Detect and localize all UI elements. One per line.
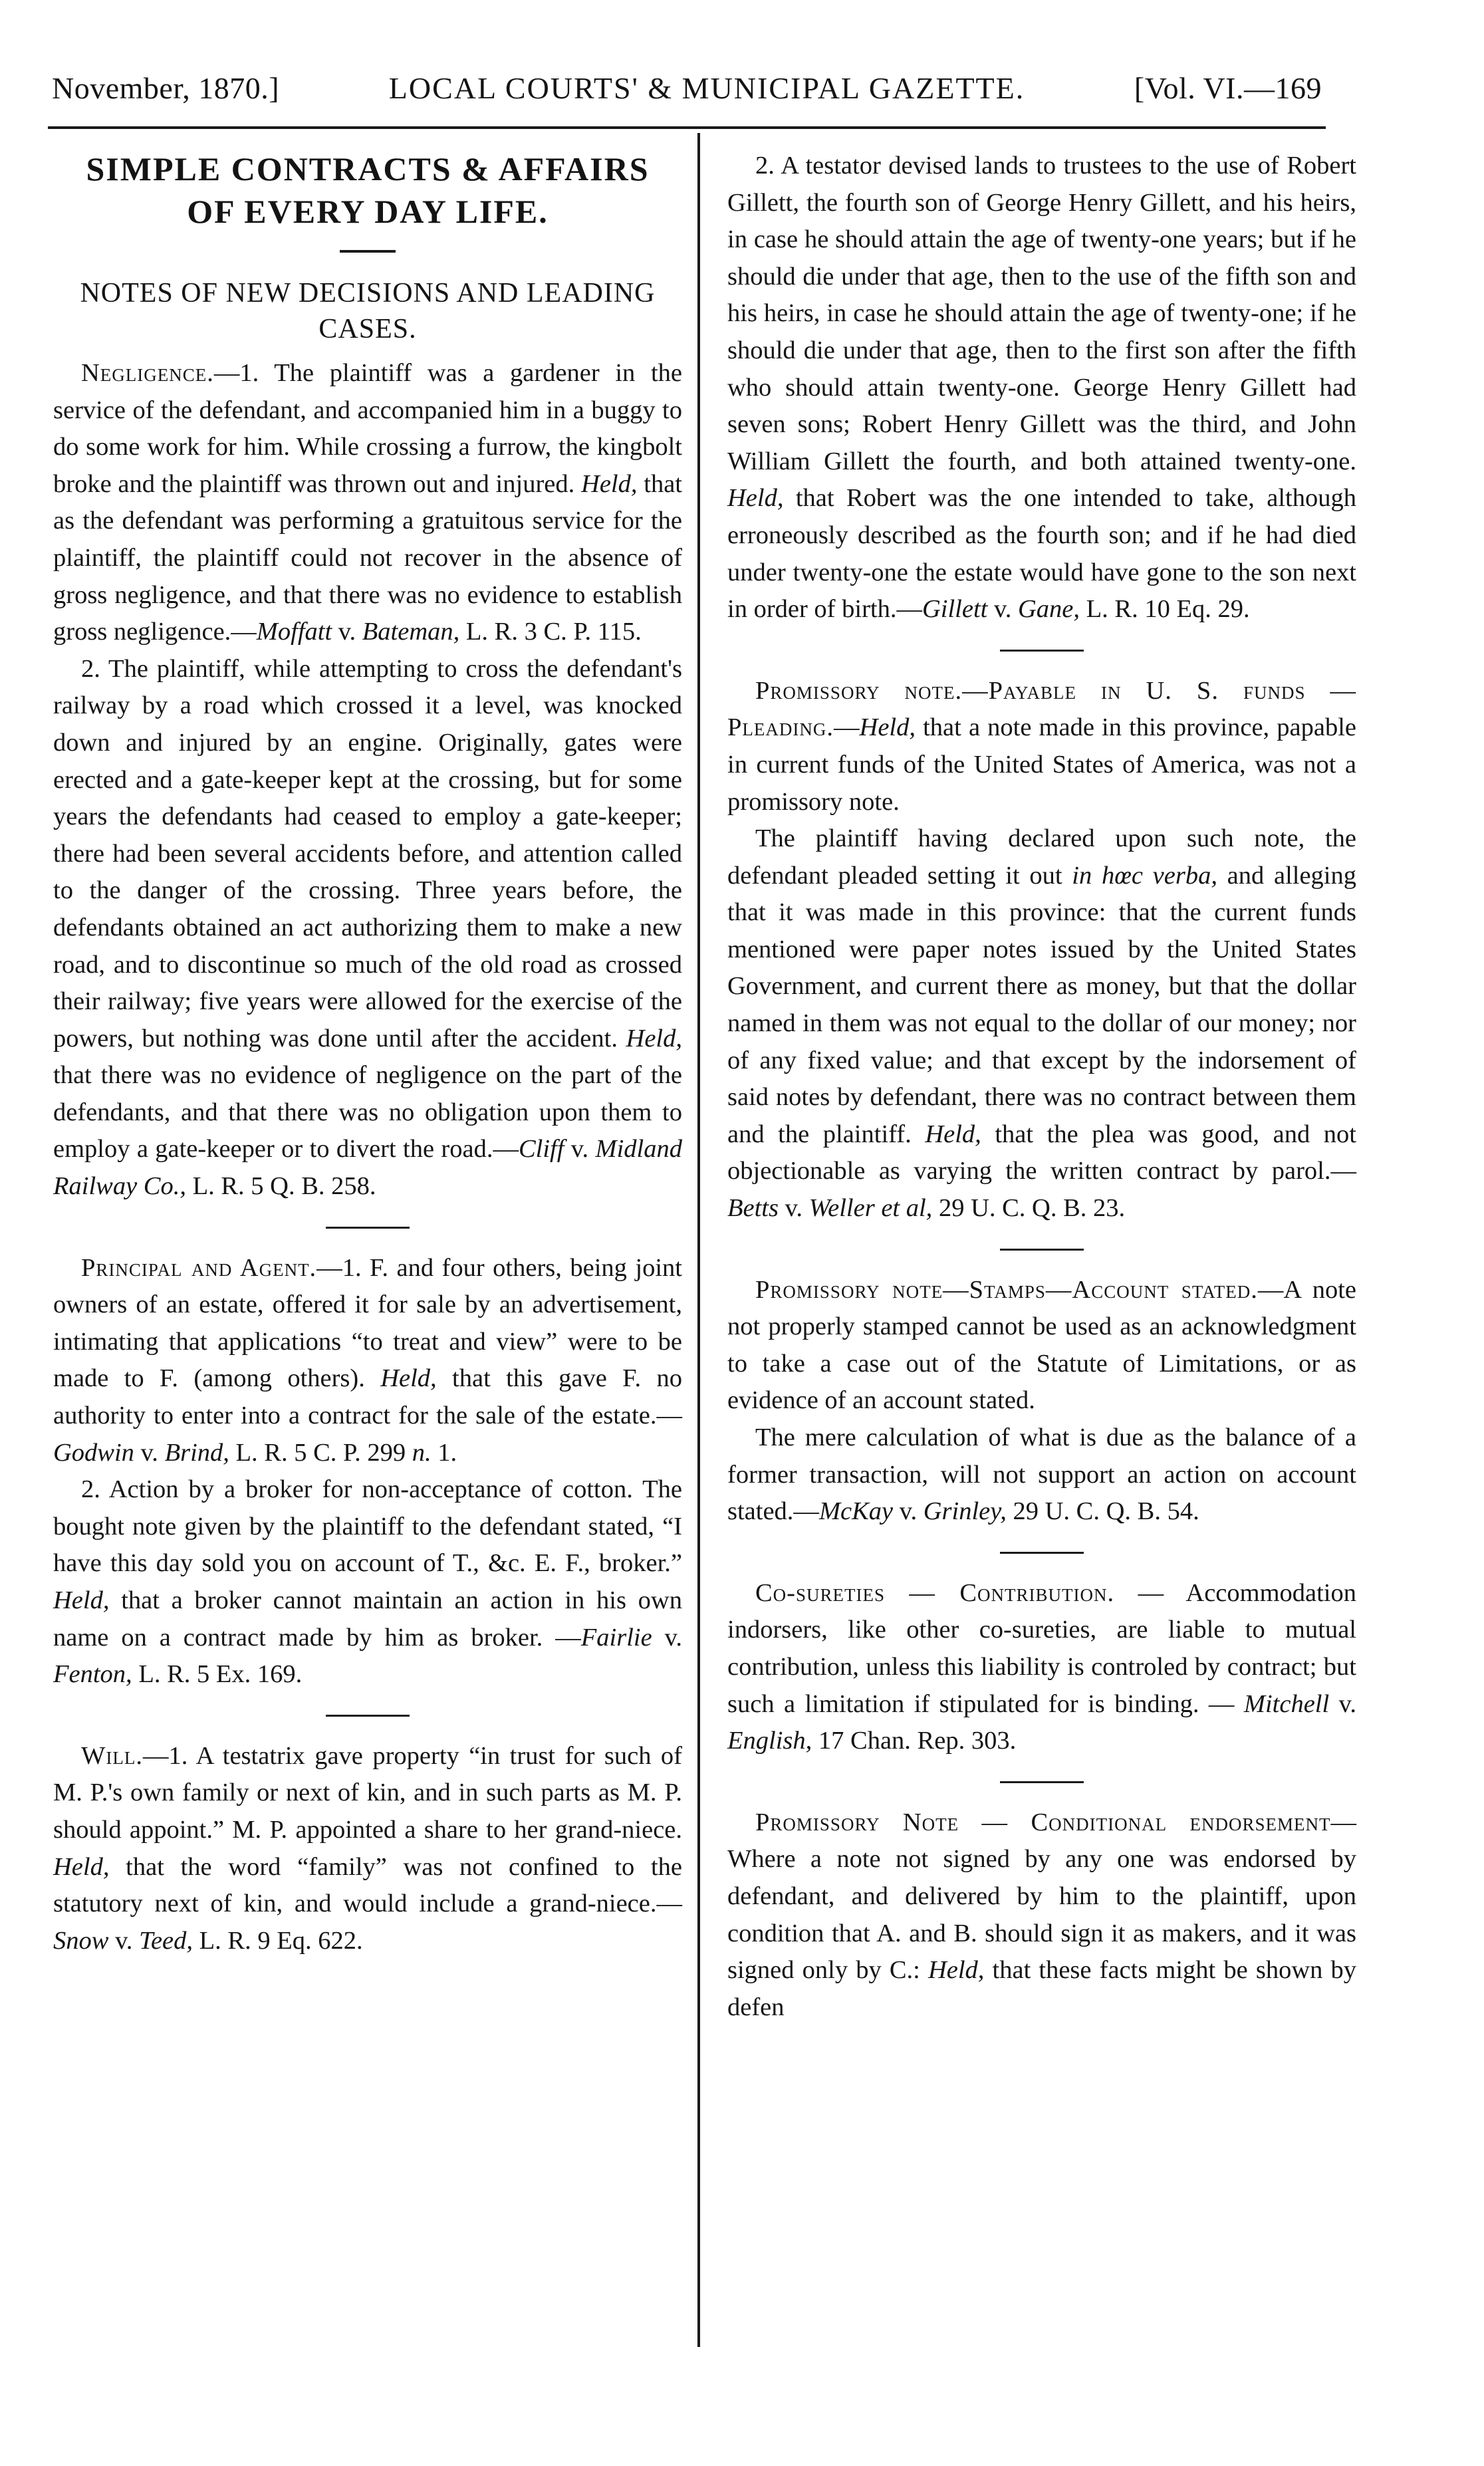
will-heading: Will. — [81, 1741, 143, 1770]
case-name: Midland Railway Co., — [53, 1135, 682, 1201]
section-separator — [1000, 1552, 1084, 1554]
sureties-paragraph: Co-sureties — Contribution. — Accommodation indorsers, like other co-sureties, are liable to mutual contribution, unless this liability is controled by contract; but such a limitation if stipulated for is binding. — Mitchell v. English, 17 Chan. Rep. 303. — [727, 1578, 1357, 1755]
citation: L. R. 9 Eq. 622. — [193, 1926, 363, 1955]
principal-agent-heading: Principal and Agent. — [81, 1253, 317, 1282]
case-name: Mitchell — [1243, 1689, 1330, 1718]
issue-date: November, 1870.] — [52, 71, 280, 105]
column-divider — [697, 133, 700, 2347]
stamps-paragraph-1: Promissory note—Stamps—Account stated.—A note not properly stamped cannot be used as an acknowledgment to take a case out of the Statute of Limitations, or as evidence of an account stated. — [727, 1275, 1357, 1415]
funds-paragraph-2: The plaintiff having declared upon such note, the defendant pleaded setting it out in hœc verba, and alleging that it was made in this province: that the current funds mentioned were paper notes issued by the United States Government, and current there as money, but that the dollar named in them was not equal to the dollar of our money; nor of any fixed value; and that except by the indorsement of said notes by defendant, there was no contract between them and the plaintiff. Held, that the plea was good, and not objectionable as varying the written contract by parol.—Betts v. Weller et al, 29 U. C. Q. B. 23. — [727, 824, 1356, 1223]
case-name: Moffatt — [256, 618, 332, 646]
volume-page: [Vol. VI.—169 — [1134, 71, 1322, 105]
case-name: Godwin — [53, 1438, 134, 1467]
citation: 29 U. C. Q. B. 54. — [1006, 1497, 1199, 1526]
will-paragraph-2: 2. A testator devised lands to trustees to the use of Robert Gillett, the fourth son of George Henry Gillett, and his heirs, in case he should attain the age of twenty-one years; but if he should die under that age, then to the use of the fifth son and his heirs, in case he should attain the age of twenty-one; if he should die under that age, then to the first son after the fifth who should attain twenty-one. George Henry Gillett had seven sons; Robert Henry Gillett was the third, and John William Gillett the fourth, and both attained twenty-one. Held, that Robert was the one intended to take, although erroneously described as the fourth son; and if he had died under twenty-one the estate would have gone to the son next in order of birth.—Gillett v. Gane, L. R. 10 Eq. 29. — [727, 152, 1356, 624]
right-column — [727, 148, 1356, 2026]
citation: 29 U. C. Q. B. 23. — [932, 1194, 1126, 1223]
journal-title: LOCAL COURTS' & MUNICIPAL GAZETTE. — [388, 71, 1025, 105]
running-head — [52, 70, 1322, 106]
stamps-heading: Promissory note—Stamps—Account stated. — [755, 1275, 1258, 1304]
case-name: Fenton, — [53, 1660, 132, 1689]
conditional-endorsement-paragraph: Promissory Note — Conditional endorsement—Where a note not signed by any one was endorsed by defendant, and delivered by him to the plaintiff, upon condition that A. and B. should sign it as makers, and it was signed only by C.: Held, that these facts might be shown by defen — [727, 1808, 1356, 2021]
principal-agent-paragraph-2: 2. Action by a broker for non-acceptance of cotton. The bought note given by the plaintiff to the defendant stated, “I have this day sold you on account of T., &c. E. F., broker.” Held, that a broker cannot maintain an action in his own name on a contract made by him as broker. —Fairlie v. Fenton, L. R. 5 Ex. 169. — [53, 1475, 683, 1689]
negligence-paragraph-2: 2. The plaintiff, while attempting to cross the defendant's railway by a road which crossed it a level, was knocked down and injured by an engine. Originally, gates were erected and a gate-keeper kept at the crossing, but for some years the defendants had ceased to employ a gate-keeper; there had been several accidents before, and attention called to the danger of the crossing. Three years before, the defendants obtained an act authorizing them to make a new road, and to discontinue so much of the old road as crossed their railway; five years were allowed for the exercise of the powers, but nothing was done until after the accident. Held, that there was no evidence of negligence on the part of the defendants, and that there was no obligation upon them to employ a gate-keeper or to divert the road.—Cliff v. Midland Railway Co., L. R. 5 Q. B. 258. — [53, 654, 682, 1201]
section-separator — [326, 1227, 410, 1229]
citation: 17 Chan. Rep. 303. — [812, 1727, 1017, 1755]
section-title-line2: OF EVERY DAY LIFE. — [187, 193, 549, 230]
section-separator — [1000, 1249, 1084, 1251]
case-name: Grinley, — [923, 1497, 1007, 1526]
conditional-endorsement-heading: Promissory Note — Conditional endorsement — [755, 1808, 1331, 1836]
principal-agent-paragraph-1: Principal and Agent.—1. F. and four others, being joint owners of an estate, offered it for sale by an advertisement, intimating that applications “to treat and view” were to be made to F. (among others). Held, that this gave F. no authority to enter into a contract for the sale of the estate.—Godwin v. Brind, L. R. 5 C. P. 299 n. 1. — [53, 1253, 682, 1467]
left-column — [53, 148, 682, 1959]
citation: L. R. 10 Eq. 29. — [1080, 595, 1250, 624]
sureties-heading: Co-sureties — Contribution. — [755, 1578, 1115, 1607]
section-subtitle: NOTES OF NEW DECISIONS AND LEADING CASES. — [80, 278, 656, 344]
stamps-paragraph-2: The mere calculation of what is due as the balance of a former transaction, will not support an action on account stated.—McKay v. Grinley, 29 U. C. Q. B. 54. — [727, 1423, 1356, 1526]
citation: L. R. 5 Q. B. 258. — [186, 1172, 376, 1201]
citation: L. R. 5 Ex. 169. — [132, 1660, 303, 1689]
section-title-line1: SIMPLE CONTRACTS & AFFAIRS — [86, 150, 650, 187]
citation: L. R. 5 C. P. 299 — [229, 1438, 412, 1467]
section-separator — [1000, 1781, 1084, 1783]
funds-heading: Promissory note.—Payable in U. S. funds —Pleading. — [727, 676, 1356, 742]
case-name: Teed, — [139, 1926, 193, 1955]
will-paragraph-1: Will.—1. A testatrix gave property “in trust for such of M. P.'s own family or next of kin, and in such parts as M. P. should appoint.” M. P. appointed a share to her grand-niece. Held, that the word “family” was not confined to the statutory next of kin, and would include a grand-niece.—Snow v. Teed, L. R. 9 Eq. 622. — [53, 1741, 682, 1955]
case-name: Fairlie — [580, 1623, 652, 1652]
case-name: Brind, — [164, 1438, 229, 1467]
section-separator — [326, 1715, 410, 1717]
header-rule — [48, 126, 1326, 129]
case-name: Gane, — [1017, 595, 1080, 624]
case-name: Snow — [53, 1926, 109, 1955]
case-name: Betts — [727, 1194, 779, 1223]
funds-paragraph-1: Promissory note.—Payable in U. S. funds —Pleading.—Held, that a note made in this province, papable in current funds of the United States of America, was not a promissory note. — [727, 676, 1356, 816]
case-name: Bateman, — [362, 618, 460, 646]
citation: L. R. 3 C. P. 115. — [459, 618, 642, 646]
case-name: McKay — [818, 1497, 894, 1526]
case-name: Cliff — [518, 1135, 564, 1164]
case-name: Gillett — [922, 595, 988, 624]
negligence-heading: Negligence. — [81, 359, 214, 387]
negligence-paragraph-1: Negligence.—1. The plaintiff was a gardener in the service of the defendant, and accompanied him in a buggy to do some work for him. While crossing a furrow, the kingbolt broke and the plaintiff was thrown out and injured. Held, that as the defendant was performing a gratuitous service for the plaintiff, the plaintiff could not recover in the absence of gross negligence, and that there was no evidence to establish gross negligence.—Moffatt v. Bateman, L. R. 3 C. P. 115. — [53, 359, 682, 646]
section-separator — [1000, 650, 1084, 652]
section-title — [53, 148, 682, 233]
case-name: English, — [727, 1727, 812, 1755]
case-name: Weller et al, — [808, 1194, 933, 1223]
title-rule — [340, 250, 396, 253]
